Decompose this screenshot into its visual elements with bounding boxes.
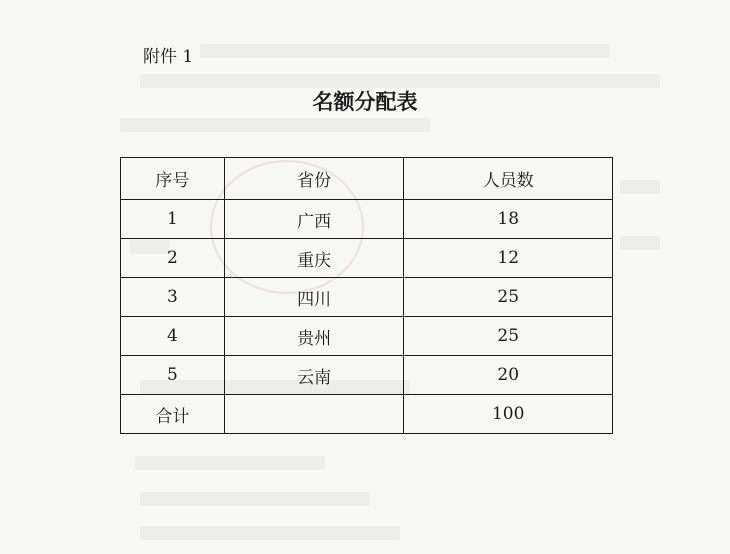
cell-province: 贵州 <box>224 317 404 356</box>
total-value: 100 <box>404 395 613 434</box>
cell-no: 5 <box>121 356 225 395</box>
cell-no: 4 <box>121 317 225 356</box>
cell-province: 重庆 <box>224 239 404 278</box>
total-empty-cell <box>224 395 404 434</box>
cell-no: 3 <box>121 278 225 317</box>
cell-province: 云南 <box>224 356 404 395</box>
cell-count: 12 <box>404 239 613 278</box>
header-no: 序号 <box>121 158 225 200</box>
cell-count: 25 <box>404 278 613 317</box>
cell-count: 20 <box>404 356 613 395</box>
header-count: 人员数 <box>404 158 613 200</box>
page-title: 名额分配表 <box>312 90 418 114</box>
cell-province: 广西 <box>224 200 404 239</box>
table-row <box>121 239 613 278</box>
quota-table <box>120 157 613 434</box>
total-label: 合计 <box>121 395 225 434</box>
table-row <box>121 200 613 239</box>
table-total-row <box>121 395 613 434</box>
table-header-row <box>121 158 613 200</box>
table-row <box>121 317 613 356</box>
cell-count: 18 <box>404 200 613 239</box>
header-province: 省份 <box>224 158 404 200</box>
table-row <box>121 278 613 317</box>
table-row <box>121 356 613 395</box>
annex-label: 附件 1 <box>143 47 194 67</box>
cell-count: 25 <box>404 317 613 356</box>
cell-province: 四川 <box>224 278 404 317</box>
cell-no: 1 <box>121 200 225 239</box>
cell-no: 2 <box>121 239 225 278</box>
